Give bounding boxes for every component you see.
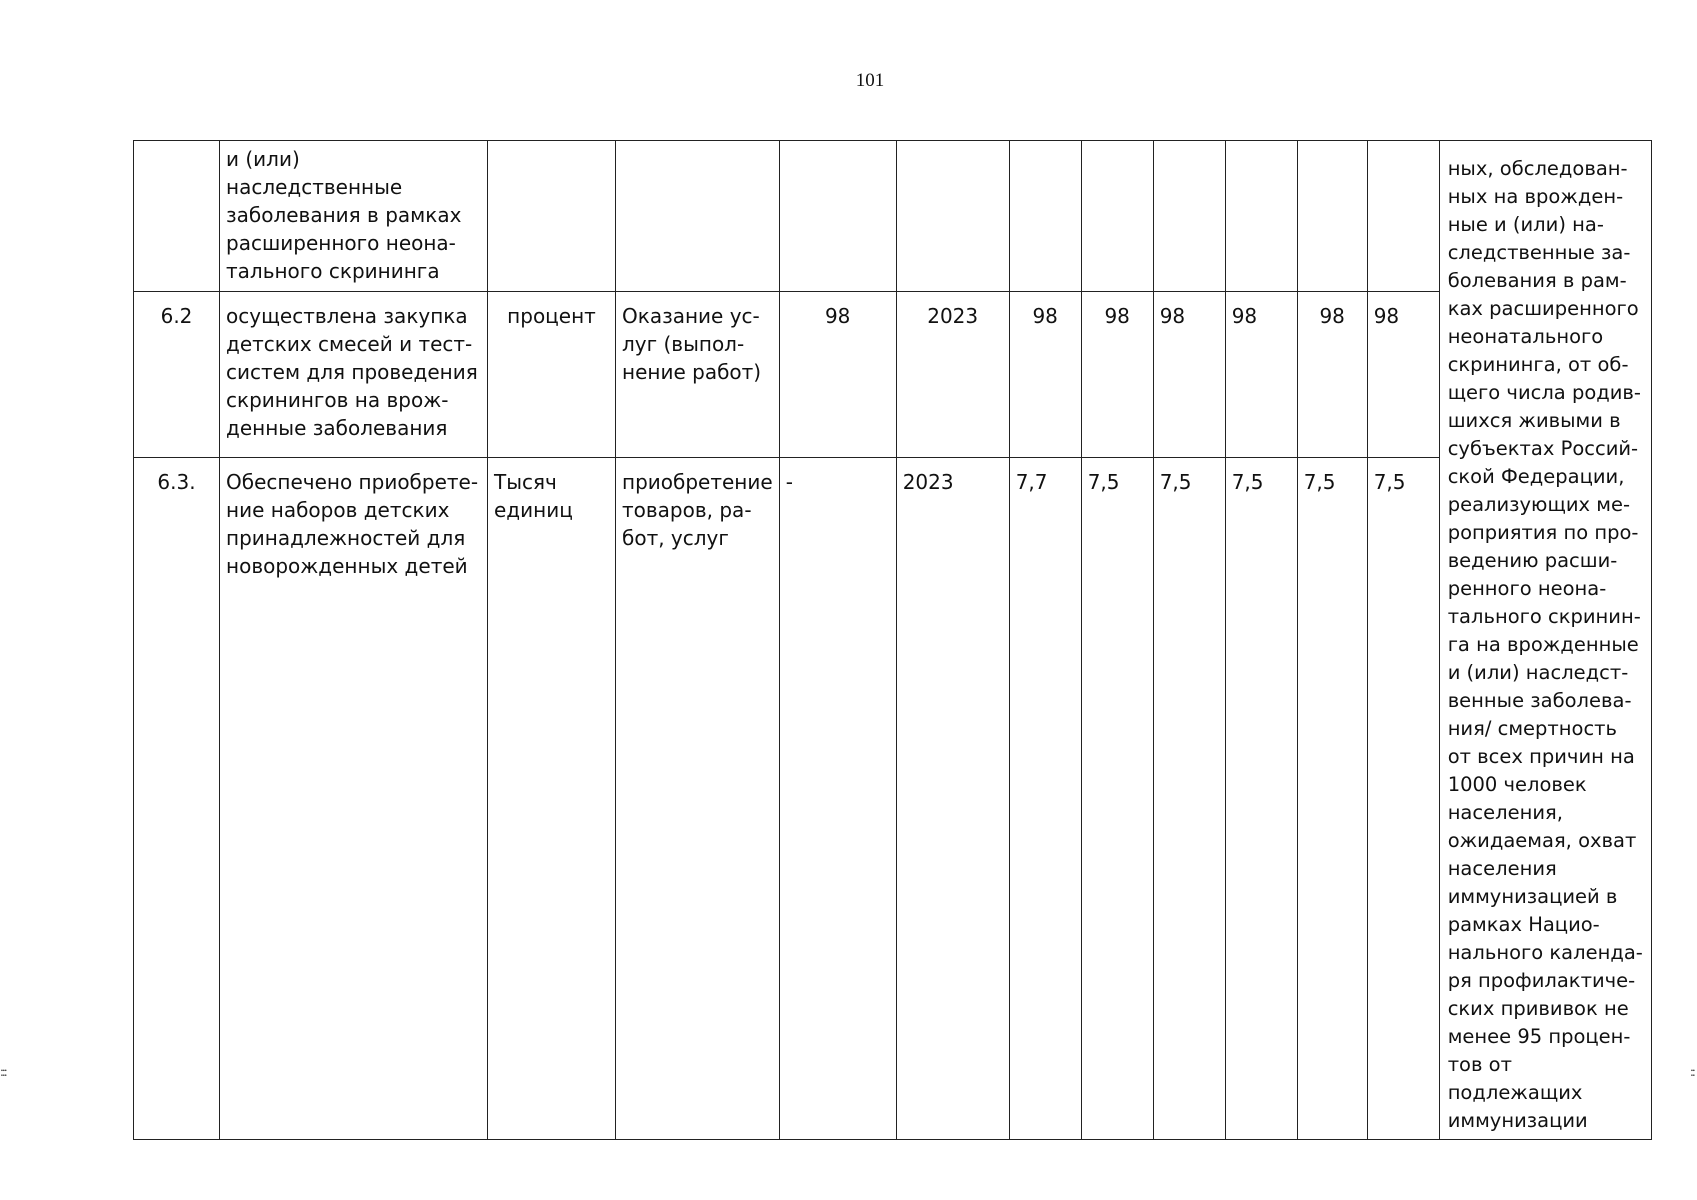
measure-type: приобретение товаров, ра-бот, услуг: [616, 458, 780, 1140]
year-value-3: 7,5: [1153, 458, 1225, 1140]
scan-edge-mark-right: ::: [1690, 1065, 1694, 1080]
indicators-table: [133, 140, 1652, 1140]
year-value-2: 7,5: [1081, 458, 1153, 1140]
base-value: 98: [779, 292, 896, 458]
year-value-2: 98: [1081, 292, 1153, 458]
table-row: [134, 292, 1652, 458]
year-value-2: [1081, 141, 1153, 292]
year-value-3: 98: [1153, 292, 1225, 458]
measure-type: [616, 141, 780, 292]
year-value-1: 7,7: [1009, 458, 1081, 1140]
year-value-1: [1009, 141, 1081, 292]
measure-name: осуществлена закупка детских смесей и тест-систем для проведения скринингов на врож-денные заболевания: [220, 292, 488, 458]
measure-name: Обеспечено приобрете-ние наборов детских принадлежностей для новорожденных детей: [220, 458, 488, 1140]
year-value-4: 98: [1225, 292, 1297, 458]
base-year: [896, 141, 1009, 292]
indicator-note: ных, обследован- ных на врожден- ные и (или) на- следственные за- болевания в рам- ках расширенного неонатального скрининга, от об- щего числа родив- шихся живыми в субъектах Россий- ской Федерации, реализующих ме- роприятия по про- ведению расши- ренного неона- тального скринин- га на врожденные и (или) наследст- венные заболева- ния/ смертность от всех причин на 1000 человек населения, ожидаемая, охват населения иммунизацией в рамках Нацио- нального календа- ря профилактиче- ских прививок не менее 95 процен- тов от подлежащих иммунизации: [1439, 141, 1651, 1140]
year-value-6: 7,5: [1367, 458, 1439, 1140]
base-value: -: [779, 458, 896, 1140]
year-value-4: [1225, 141, 1297, 292]
scan-edge-mark-left: :::: [0, 1065, 6, 1080]
year-value-6: 98: [1367, 292, 1439, 458]
year-value-5: 7,5: [1297, 458, 1367, 1140]
unit-of-measure: Тысяч единиц: [488, 458, 616, 1140]
unit-of-measure: [488, 141, 616, 292]
year-value-3: [1153, 141, 1225, 292]
measure-type: Оказание ус-луг (выпол-нение работ): [616, 292, 780, 458]
table-row: [134, 141, 1652, 292]
measure-name: и (или) наследственные заболевания в рамках расширенного неона-тального скрининга: [220, 141, 488, 292]
year-value-5: [1297, 141, 1367, 292]
base-value: [779, 141, 896, 292]
page-number: 101: [855, 70, 885, 91]
row-number: 6.2: [134, 292, 220, 458]
year-value-6: [1367, 141, 1439, 292]
year-value-4: 7,5: [1225, 458, 1297, 1140]
year-value-5: 98: [1297, 292, 1367, 458]
unit-of-measure: процент: [488, 292, 616, 458]
row-number: [134, 141, 220, 292]
row-number: 6.3.: [134, 458, 220, 1140]
year-value-1: 98: [1009, 292, 1081, 458]
table-row: [134, 458, 1652, 1140]
base-year: 2023: [896, 458, 1009, 1140]
base-year: 2023: [896, 292, 1009, 458]
